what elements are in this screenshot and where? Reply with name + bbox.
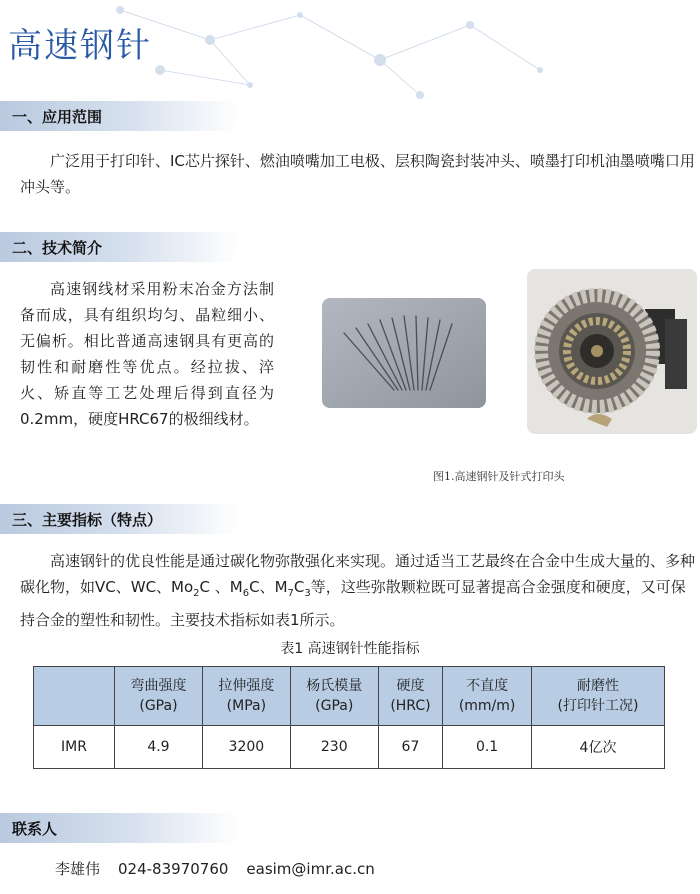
table-cell: 4.9 [115, 726, 203, 769]
header-line2: (HRC) [390, 698, 431, 714]
section-heading: 二、技术简介 [12, 239, 103, 257]
header-line1: 耐磨性 [577, 678, 619, 694]
header-line1: 拉伸强度 [218, 678, 275, 694]
table-cell: 3200 [202, 726, 290, 769]
table-header-cell [34, 667, 115, 726]
section-header-specs [0, 504, 240, 534]
intro-text: 高速钢线材采用粉末冶金方法制备而成，具有组织均匀、晶粒细小、无偏析。相比普通高速钢具有更高的韧性和耐磨性等优点。经拉拔、淬火、矫直等工艺处理后得到直径为0.2mm，硬度HRC67的极细线材。 [20, 280, 274, 428]
contact-line [55, 858, 393, 879]
table-header-cell [378, 667, 442, 726]
specs-text-part: C、M [249, 578, 288, 596]
contact-email[interactable]: easim@imr.ac.cn [246, 860, 375, 878]
subscript: 6 [242, 588, 250, 599]
page-title: 高速钢针 [8, 26, 152, 66]
header-line2: (GPa) [139, 698, 178, 714]
specs-text-part: C [293, 578, 305, 596]
subscript: 7 [287, 588, 294, 599]
header-line1: 硬度 [396, 678, 425, 694]
subscript: 2 [193, 588, 200, 599]
section-header-application [0, 101, 240, 131]
header-line1: 不直度 [466, 678, 509, 694]
table-header-cell [443, 667, 532, 726]
table-header-cell [532, 667, 665, 726]
subscript: 3 [304, 588, 311, 599]
section-heading: 三、主要指标（特点） [12, 511, 163, 529]
table-header-row [34, 667, 665, 726]
table-cell: 4亿次 [532, 726, 665, 769]
contact-name: 李雄伟 [55, 860, 101, 878]
specs-text [20, 548, 700, 633]
specs-text-part: C 、M [199, 578, 243, 596]
header-line2: (打印针工况) [557, 698, 639, 714]
application-text: 广泛用于打印针、IC芯片探针、燃油喷嘴加工电极、层积陶瓷封装冲头、喷墨打印机油墨喷嘴口用冲头等。 [20, 152, 695, 196]
section-heading: 联系人 [12, 820, 58, 838]
table-cell: 67 [378, 726, 442, 769]
table-row [34, 726, 665, 769]
table-header-cell [115, 667, 203, 726]
spec-table [33, 666, 665, 769]
header-line2: (GPa) [315, 698, 354, 714]
contact-phone: 024-83970760 [118, 860, 229, 878]
specs-text-part: 高速钢针的优良性能是通过碳化物弥散强化来实现。通过适当工艺最终在合金中生成大量的、多种碳化物，如VC、WC、Mo [20, 552, 696, 596]
table-cell: IMR [34, 726, 115, 769]
table-cell: 0.1 [443, 726, 532, 769]
table-header-cell [290, 667, 378, 726]
header-line2: (MPa) [226, 698, 267, 714]
section-header-intro [0, 232, 240, 262]
table-caption: 表1 高速钢针性能指标 [280, 641, 420, 657]
header-line1: 弯曲强度 [130, 678, 187, 694]
print-head-photo [527, 269, 697, 434]
table-header-cell [202, 667, 290, 726]
figure-caption: 图1.高速钢针及针式打印头 [433, 470, 565, 483]
section-heading: 一、应用范围 [12, 108, 103, 126]
specs-text-part: 等，这些弥散颗粒既可显著提高合金强度和硬度，又可保持合金的塑性和韧性。主要技术指标如表1所示。 [20, 578, 686, 629]
header-line1: 杨氏模量 [306, 678, 363, 694]
steel-needles-photo [322, 298, 486, 408]
header-line2: (mm/m) [458, 698, 516, 714]
section-header-contact [0, 813, 240, 843]
table-cell: 230 [290, 726, 378, 769]
